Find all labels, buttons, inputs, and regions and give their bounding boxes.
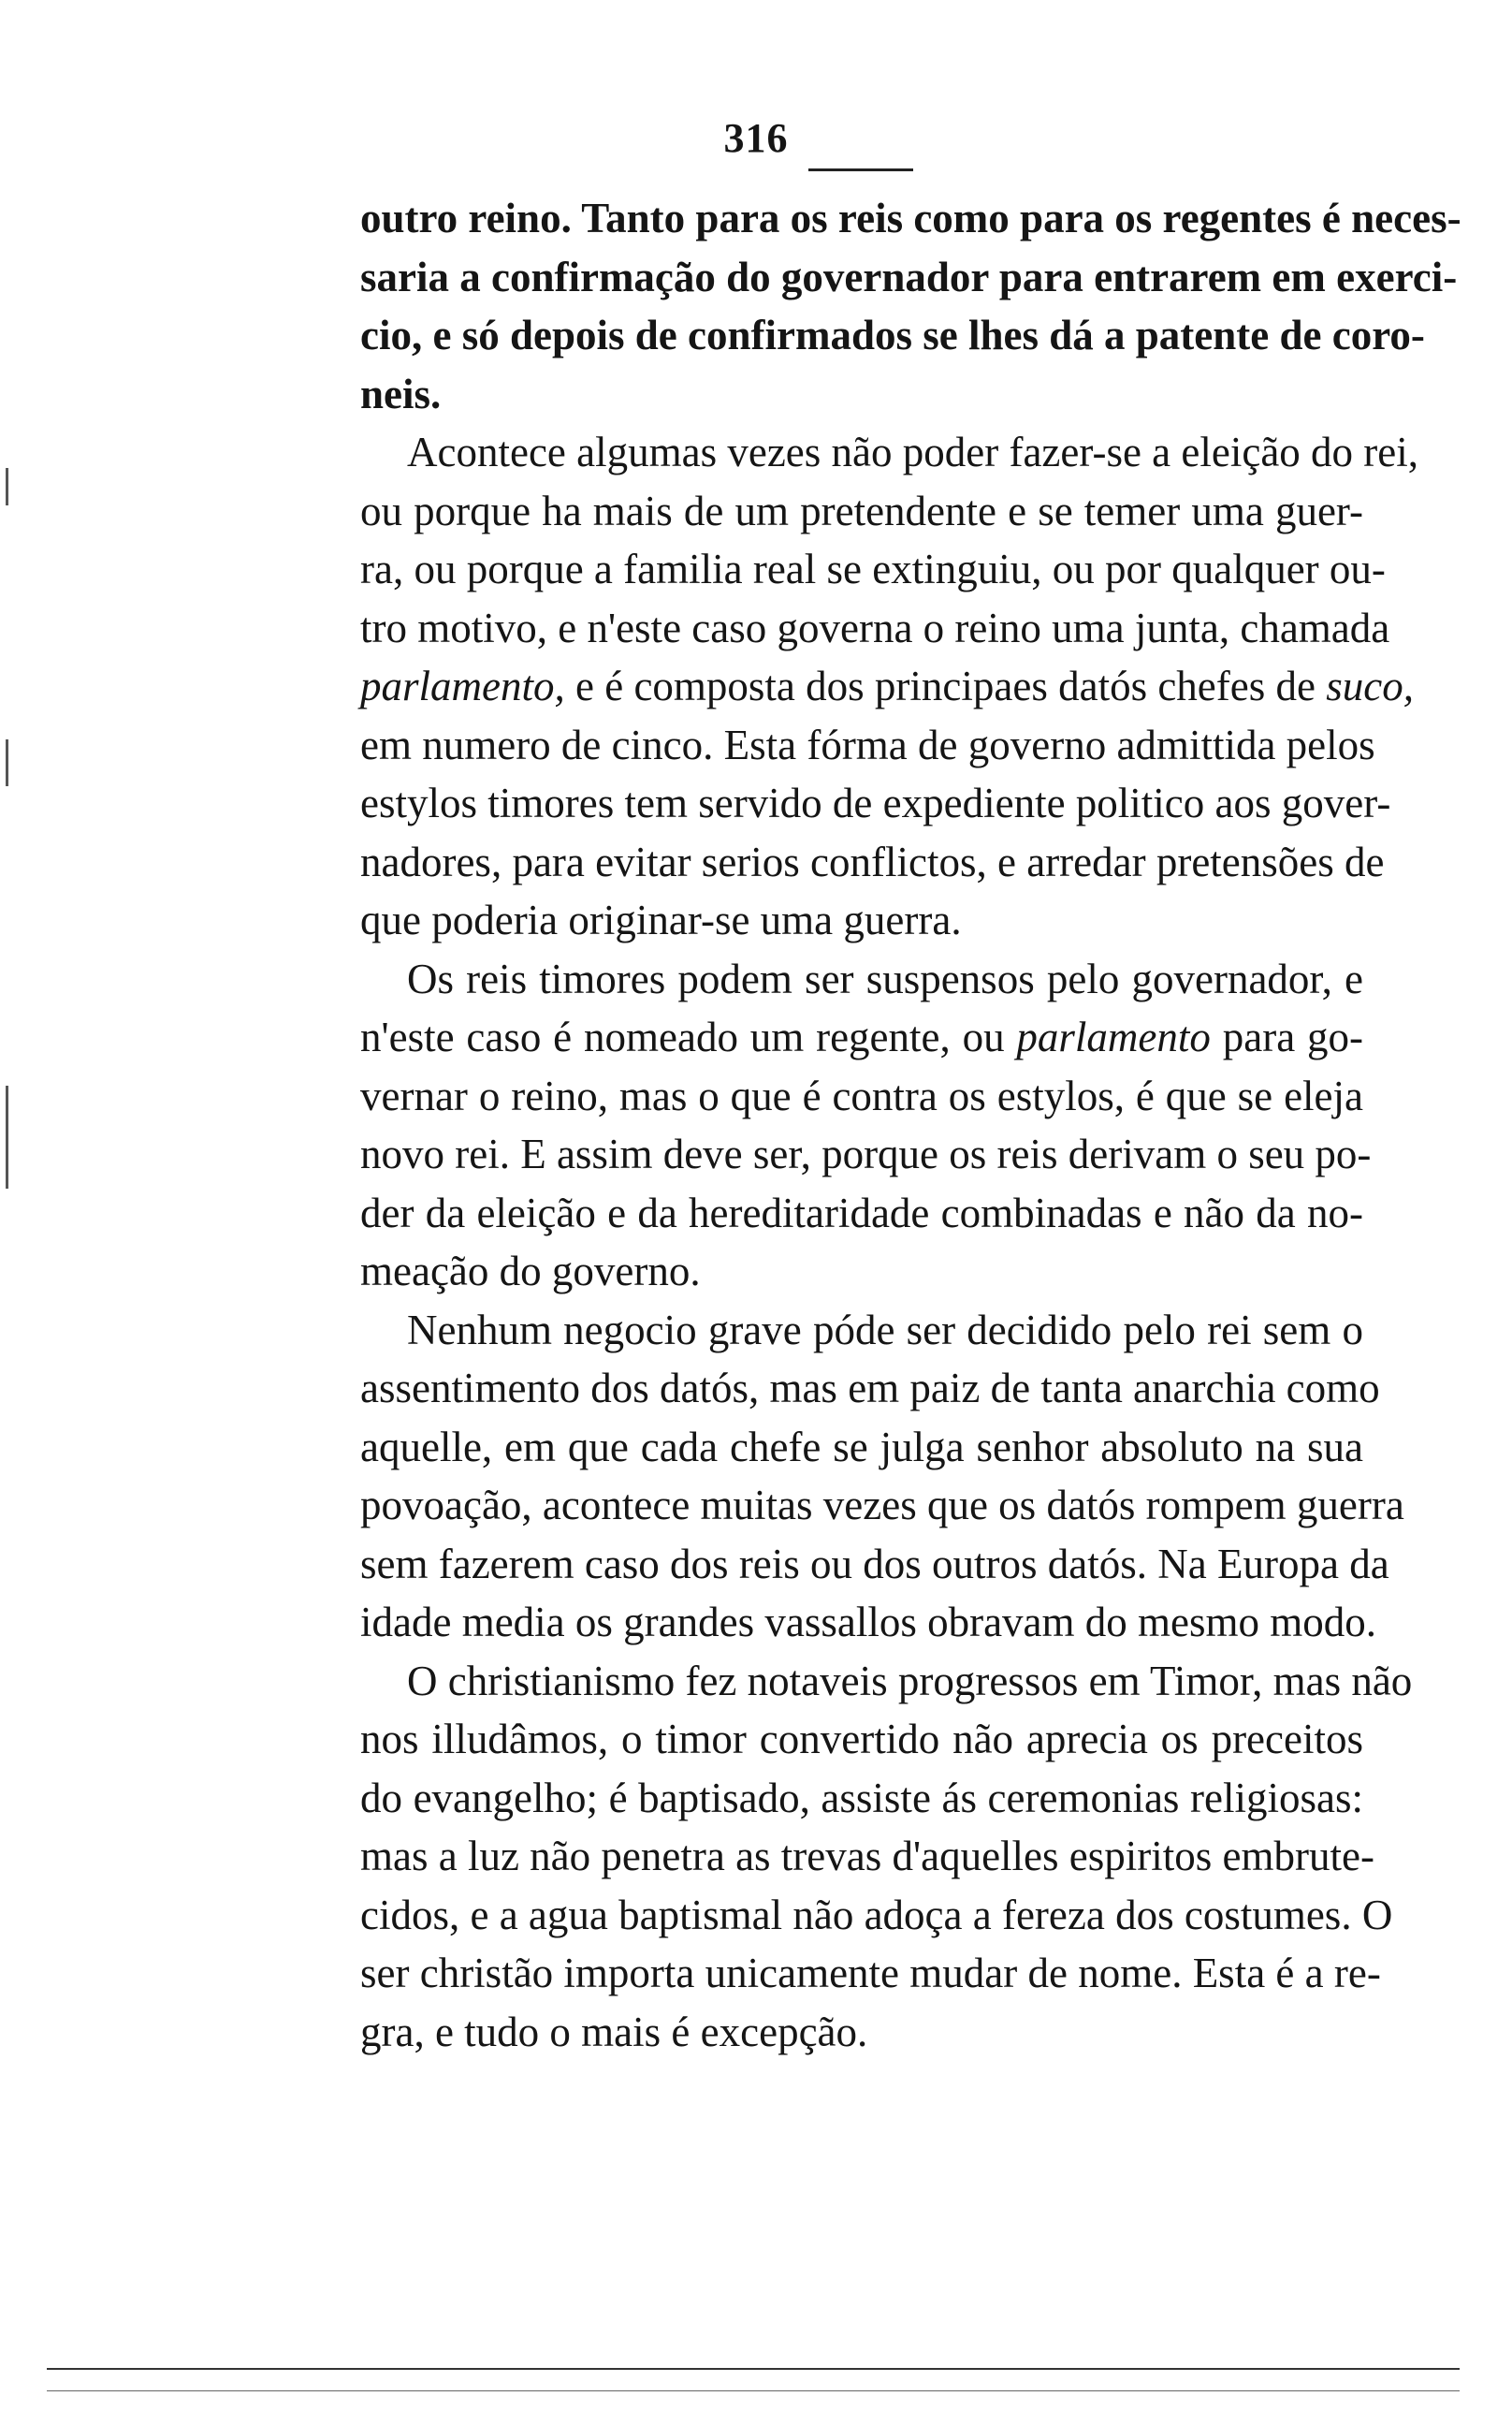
text-line: aquelle, em que cada chefe se julga senhor absoluto na sua: [360, 1423, 1363, 1470]
text-line: ou porque ha mais de um pretendente e se temer uma guer-: [360, 487, 1363, 534]
page-number: 316: [723, 115, 789, 161]
text-line: mas a luz não penetra as trevas d'aquelles espiritos embrute-: [360, 1833, 1374, 1879]
text-line: que poderia originar-se uma guerra.: [360, 897, 962, 943]
text-line: tro motivo, e n'este caso governa o reino uma junta, chamada: [360, 604, 1390, 651]
bottom-rule: [47, 2368, 1460, 2370]
text-line: outro reino. Tanto para os reis como para os regentes é neces-: [360, 195, 1461, 241]
text-line: gra, e tudo o mais é excepção.: [360, 2008, 868, 2055]
paragraph: [360, 189, 1461, 423]
text-line: Nenhum negocio grave póde ser decidido pelo rei sem o: [407, 1306, 1363, 1353]
text-line: neis.: [360, 370, 442, 417]
paragraph: [360, 423, 1419, 950]
text-line: vernar o reino, mas o que é contra os estylos, é que se eleja: [360, 1072, 1363, 1119]
text-line: n'este caso é nomeado um regente, ou parlamento para go-: [360, 1014, 1363, 1060]
text-line: nadores, para evitar serios conflictos, e arredar pretensões de: [360, 838, 1385, 885]
margin-mark: [6, 468, 8, 505]
text-line: der da eleição e da hereditaridade combinadas e não da no-: [360, 1189, 1363, 1236]
text-line: sem fazerem caso dos reis ou dos outros datós. Na Europa da: [360, 1540, 1389, 1587]
text-line: assentimento dos datós, mas em paiz de tanta anarchia como: [360, 1365, 1380, 1411]
text-line: do evangelho; é baptisado, assiste ás ceremonias religiosas:: [360, 1774, 1363, 1821]
text-line: saria a confirmação do governador para entrarem em exerci-: [360, 253, 1458, 300]
text-line: Acontece algumas vezes não poder fazer-se a eleição do rei,: [407, 429, 1419, 475]
text-line: ra, ou porque a familia real se extinguiu, ou por qualquer ou-: [360, 546, 1386, 592]
text-line: idade media os grandes vassallos obravam do mesmo modo.: [360, 1599, 1377, 1645]
text-line: nos illudâmos, o timor convertido não aprecia os preceitos: [360, 1716, 1363, 1762]
text-line: parlamento, e é composta dos principaes datós chefes de suco,: [360, 663, 1414, 709]
bottom-rule: [47, 2390, 1460, 2391]
text-line: cio, e só depois de confirmados se lhes dá a patente de coro-: [360, 312, 1425, 358]
text-line: ser christão importa unicamente mudar de nome. Esta é a re-: [360, 1950, 1381, 1996]
text-line: povoação, acontece muitas vezes que os datós rompem guerra: [360, 1482, 1404, 1528]
margin-mark: [6, 739, 8, 786]
paragraph: [360, 950, 1372, 1301]
paragraph: [360, 1652, 1413, 2062]
page-number-rule: [808, 168, 913, 171]
margin-mark: [6, 1086, 8, 1189]
text-line: O christianismo fez notaveis progressos em Timor, mas não: [407, 1657, 1413, 1704]
paragraph: [360, 1301, 1404, 1652]
text-line: cidos, e a agua baptismal não adoça a fereza dos costumes. O: [360, 1891, 1393, 1938]
text-line: novo rei. E assim deve ser, porque os reis derivam o seu po-: [360, 1131, 1372, 1177]
text-body: [360, 189, 1461, 2061]
text-line: meação do governo.: [360, 1248, 701, 1294]
text-line: Os reis timores podem ser suspensos pelo governador, e: [407, 955, 1363, 1002]
text-line: estylos timores tem servido de expediente politico aos gover-: [360, 780, 1391, 826]
text-line: em numero de cinco. Esta fórma de governo admittida pelos: [360, 721, 1375, 768]
